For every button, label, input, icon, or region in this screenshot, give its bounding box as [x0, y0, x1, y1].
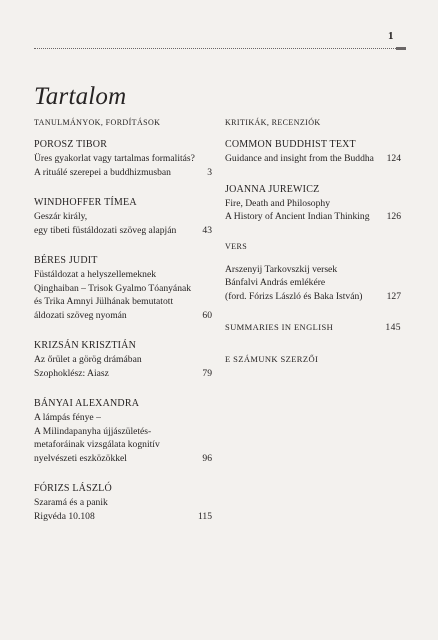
toc-entry[interactable]: [225, 139, 401, 166]
entry-page: 3: [207, 166, 212, 178]
toc-entry[interactable]: [34, 398, 212, 465]
entry-title: metaforáinak vizsgálata kognitív: [34, 439, 160, 450]
toc-entry[interactable]: [225, 184, 401, 224]
entry-title: egy tibeti füstáldozati szöveg alapján: [34, 224, 177, 236]
section-heading-critique: KRITIKÁK, RECENZIÓK: [225, 118, 321, 127]
entry-page: 60: [202, 309, 212, 321]
toc-entry[interactable]: [34, 197, 212, 237]
entry-author: BÉRES JUDIT: [34, 255, 98, 266]
entry-page: 127: [386, 290, 401, 302]
summaries-label: SUMMARIES IN ENGLISH: [225, 322, 334, 332]
entry-title: Füstáldozat a helyszellemeknek: [34, 269, 157, 280]
entry-title: Fire, Death and Philosophy: [225, 197, 330, 209]
entry-author: KRIZSÁN KRISZTIÁN: [34, 340, 137, 351]
entry-title: Üres gyakorlat vagy tartalmas formalitás?: [34, 153, 195, 164]
entry-title: Arszenyij Tarkovszkij versek: [225, 263, 338, 275]
entry-author: BÁNYAI ALEXANDRA: [34, 398, 140, 409]
page-title: Tartalom: [34, 82, 127, 110]
entry-page: 96: [202, 452, 212, 464]
toc-entry-authors[interactable]: [225, 353, 401, 367]
entry-title: A rituálé szerepei a buddhizmusban: [34, 166, 171, 178]
toc-left-column: [34, 118, 212, 541]
entry-title: Szaramá és a panik: [34, 497, 108, 508]
toc-entry[interactable]: [34, 340, 212, 380]
entry-title: nyelvészeti eszközökkel: [34, 452, 127, 464]
toc-entry[interactable]: [34, 139, 212, 179]
entry-page: 145: [385, 322, 401, 333]
page-number: 1: [388, 30, 394, 42]
toc-right-column: [225, 118, 401, 384]
entry-author: JOANNA JUREWICZ: [225, 183, 320, 195]
entry-title: és Trika Amnyi Jülhának bemutatott: [34, 296, 174, 307]
entry-page: 126: [386, 211, 401, 222]
entry-author: COMMON BUDDHIST TEXT: [225, 139, 356, 150]
entry-page: 115: [197, 510, 212, 522]
entry-title: A lámpás fénye –: [34, 412, 101, 423]
toc-entry[interactable]: [225, 263, 401, 304]
toc-entry[interactable]: [34, 483, 212, 523]
entry-title: Szophoklész: Aiasz: [34, 367, 109, 379]
entry-page: 43: [202, 224, 212, 236]
toc-entry[interactable]: [34, 255, 212, 322]
entry-page: 79: [202, 367, 212, 379]
section-heading-verse: VERS: [225, 241, 248, 251]
entry-title: (ford. Fórizs László és Baka István): [225, 290, 363, 302]
toc-entry-summaries[interactable]: [225, 321, 401, 335]
entry-title: Qinghaiban – Trisok Gyalmo Tóanyának: [34, 282, 192, 294]
entry-title: Guidance and insight from the Buddha: [225, 153, 374, 164]
entry-author: FÓRIZS LÁSZLÓ: [34, 483, 112, 494]
entry-author: POROSZ TIBOR: [34, 139, 108, 150]
entry-title: áldozati szöveg nyomán: [34, 309, 127, 321]
entry-page: 124: [386, 153, 401, 164]
entry-title: Bánfalvi András emlékére: [225, 277, 326, 288]
entry-title: Az őrület a görög drámában: [34, 354, 142, 365]
entry-title: Rigvéda 10.108: [34, 510, 95, 522]
authors-label: E SZÁMUNK SZERZŐI: [225, 353, 319, 364]
header-rule: [34, 48, 406, 49]
entry-title: Geszár király,: [34, 211, 88, 222]
entry-title: A History of Ancient Indian Thinking: [225, 211, 370, 222]
section-heading-studies: TANULMÁNYOK, FORDÍTÁSOK: [34, 118, 161, 127]
entry-title: A Milindapanyha újjászületés-: [34, 425, 152, 437]
entry-author: WINDHOFFER TÍMEA: [34, 197, 137, 208]
